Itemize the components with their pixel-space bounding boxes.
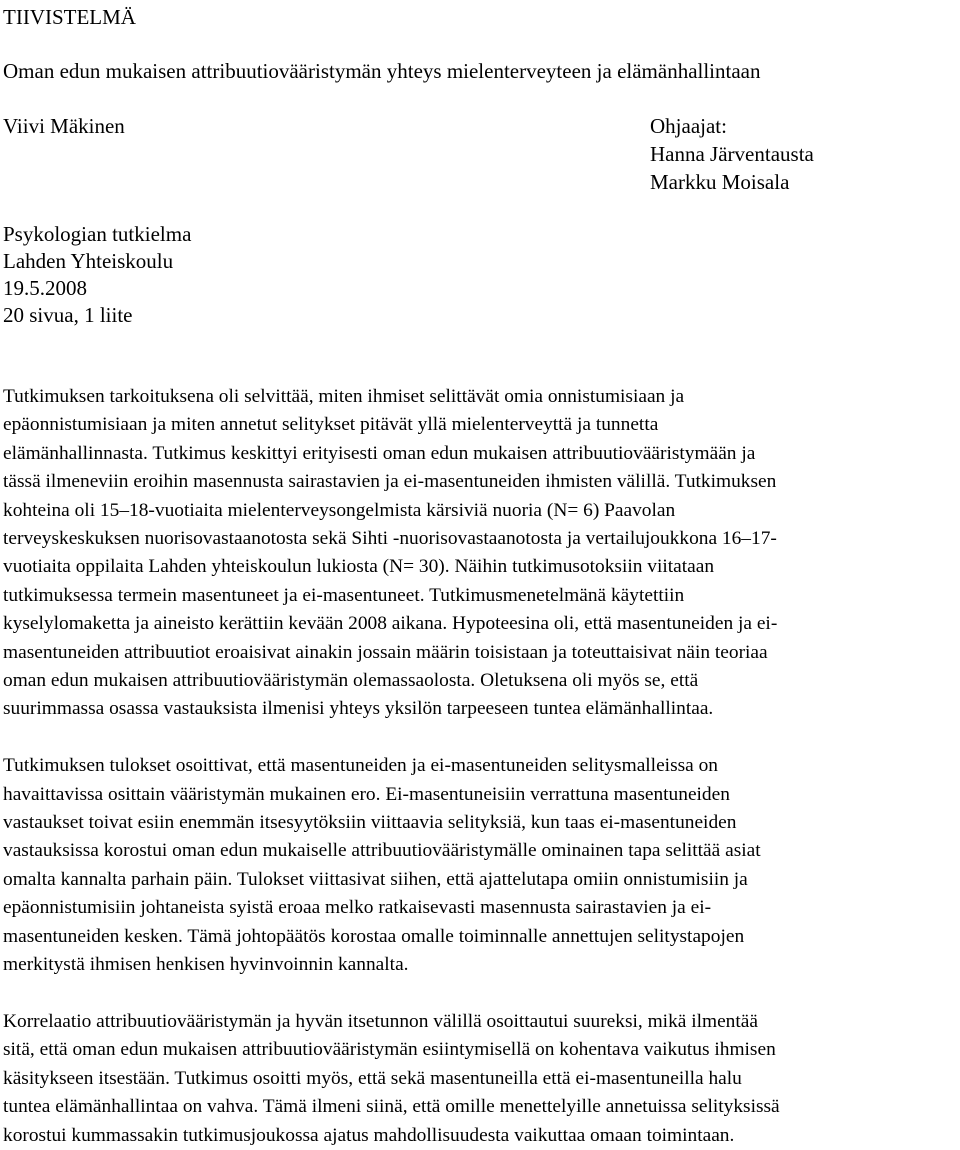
text-line: vuotiaita oppilaita Lahden yhteiskoulun lukiosta (N= 30). Näihin tutkimusotoksiin viitataan <box>3 556 715 578</box>
text-line: vastauksissa korostui oman edun mukaiselle attribuutiovääristymälle ominainen tapa selittää asiat <box>3 840 761 862</box>
text-line: Tutkimuksen tarkoituksena oli selvittää, miten ihmiset selittävät omia onnistumisiaan ja <box>3 386 685 407</box>
text-line: masentuneiden kesken. Tämä johtopäätös korostaa omalle toiminnalle annettujen selitystapojen <box>3 925 745 947</box>
supervisor-name: Markku Moisala <box>650 170 790 194</box>
text-line: Korrelaatio attribuutiovääristymän ja hyvän itsetunnon välillä osoittautui suureksi, mikä ilmentää <box>3 1010 758 1032</box>
supervisor-name: Hanna Järventausta <box>650 142 814 166</box>
text-line: sitä, että oman edun mukaisen attribuutiovääristymän esiintymisellä on kohentava vaikutus ihmisen <box>3 1039 776 1061</box>
thesis-title: Oman edun mukaisen attribuutiovääristymän yhteys mielenterveyteen ja elämänhallintaan <box>3 59 761 83</box>
text-line: merkitystä ihmisen henkisen hyvinvoinnin kannalta. <box>3 954 409 976</box>
text-line: omalta kannalta parhain päin. Tulokset viittasivat siihen, että ajattelutapa omiin onnistumisiin ja <box>3 868 748 890</box>
abstract-paragraph <box>3 383 955 724</box>
text-line: Tutkimuksen tulokset osoittivat, että masentuneiden ja ei-masentuneiden selitysmalleissa on <box>3 755 719 777</box>
text-line: käsitykseen itsestään. Tutkimus osoitti myös, että sekä masentuneilla että ei-masentuneilla halu <box>3 1067 742 1089</box>
text-line: epäonnistumisiaan ja miten annetut selitykset pitävät yllä mielenterveyttä ja tunnetta <box>3 414 659 436</box>
text-line: korostui kummassakin tutkimusjoukossa ajatus mahdollisuudesta vaikuttaa omaan toimintaan. <box>3 1124 735 1146</box>
abstract-paragraph <box>3 1008 955 1150</box>
author-name: Viivi Mäkinen <box>3 114 125 138</box>
text-line: vastaukset toivat esiin enemmän itsesyytöksiin viittaavia selityksiä, kun taas ei-masentuneiden <box>3 812 737 834</box>
text-line: terveyskeskuksen nuorisovastaanotosta sekä Sihti -nuorisovastaanotosta ja vertailujoukkona 16–17- <box>3 528 777 550</box>
text-line: epäonnistumisiin johtaneista syistä eroaa melko ratkaisevasti masennusta sairastavien ja ei- <box>3 897 712 919</box>
text-line: tutkimuksessa termein masentuneet ja ei-masentuneet. Tutkimusmenetelmänä käytettiin <box>3 584 685 606</box>
program-label: Psykologian tutkielma <box>3 222 192 246</box>
text-line: masentuneiden attribuutiot eroaisivat ainakin jossain määrin toisistaan ja toteuttaisivat näin teoriaa <box>3 641 768 663</box>
abstract-paragraph <box>3 752 955 979</box>
supervisors-label: Ohjaajat: <box>650 114 727 138</box>
supervisors-block <box>650 112 814 196</box>
text-line: suurimmassa osassa vastauksista ilmenisi yhteys yksilön tarpeeseen tuntea elämänhallintaa. <box>3 698 714 720</box>
thesis-meta <box>3 221 191 329</box>
text-line: havaittavissa osittain vääristymän mukainen ero. Ei-masentuneisiin verrattuna masentuneiden <box>3 783 730 805</box>
page-count: 20 sivua, 1 liite <box>3 303 133 327</box>
text-line: kyselylomaketta ja aineisto kerättiin kevään 2008 aikana. Hypoteesina oli, että masentuneiden ja ei- <box>3 613 778 635</box>
text-line: tässä ilmeneviin eroihin masennusta sairastavien ja ei-masentuneiden ihmisten välillä. Tutkimuksen <box>3 471 777 493</box>
school-name: Lahden Yhteiskoulu <box>3 249 174 273</box>
thesis-date: 19.5.2008 <box>3 276 87 300</box>
text-line: elämänhallinnasta. Tutkimus keskittyi erityisesti oman edun mukaisen attribuutiovääristymään ja <box>3 442 756 464</box>
text-line: kohteina oli 15–18-vuotiaita mielenterveysongelmista kärsiviä nuoria (N= 6) Paavolan <box>3 499 676 521</box>
text-line: tuntea elämänhallintaa on vahva. Tämä ilmeni siinä, että omille menettelyille annetuissa selityksissä <box>3 1096 780 1118</box>
page-heading: TIIVISTELMÄ <box>3 5 136 29</box>
text-line: oman edun mukaisen attribuutiovääristymän olemassaolosta. Oletuksena oli myös se, että <box>3 670 699 692</box>
abstract-body <box>3 383 955 1150</box>
